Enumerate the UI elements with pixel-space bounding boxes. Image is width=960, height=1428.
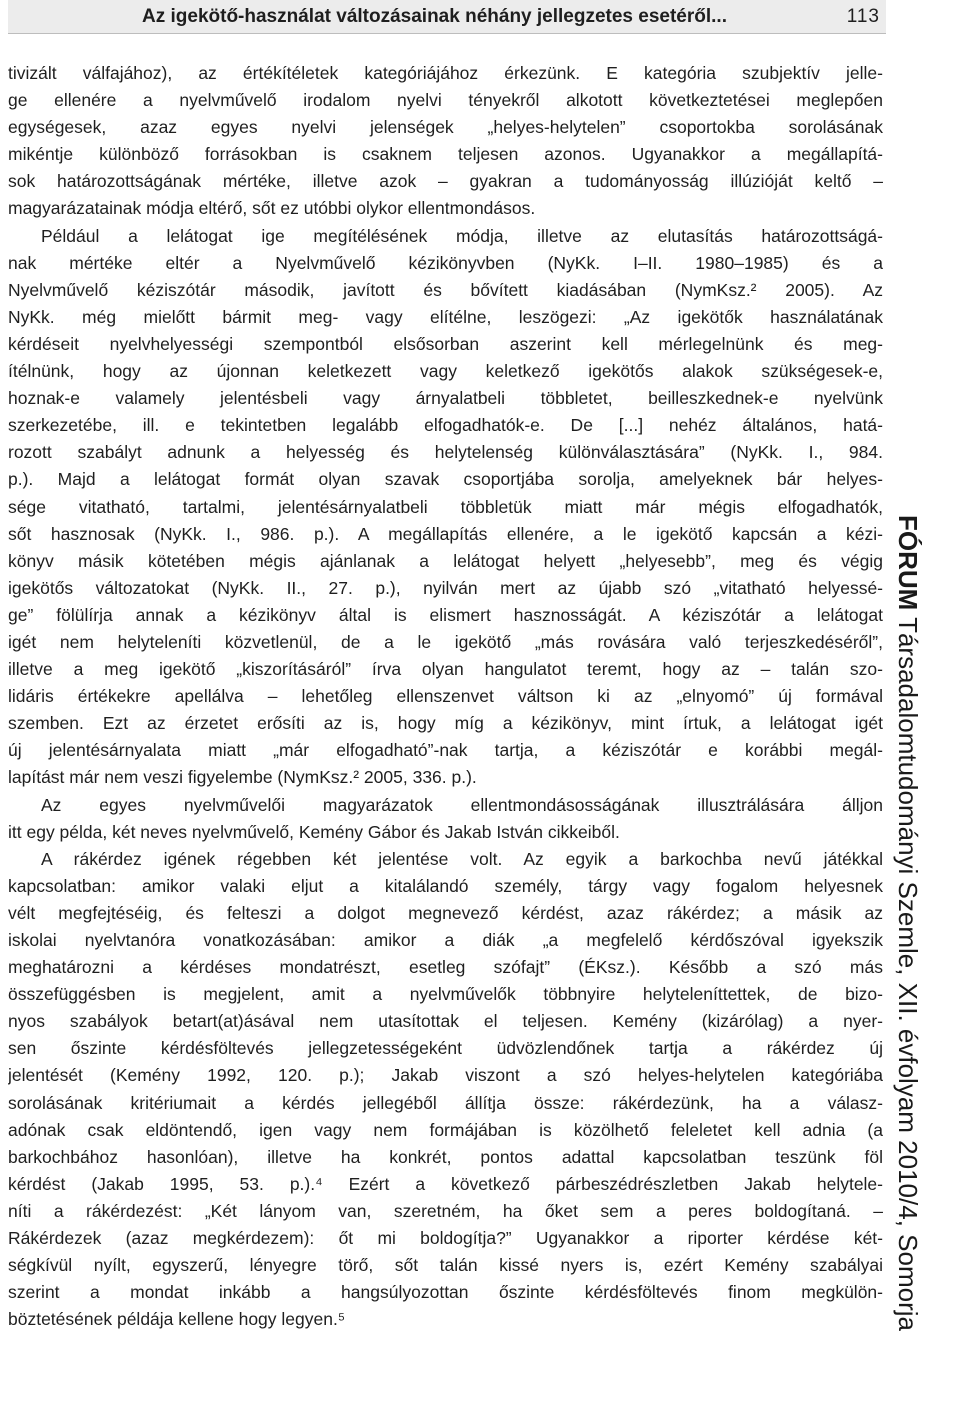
text-line: sége vitatható, tartalmi, jelentésárnyalatbeli többletük miatt már mégis elfogadhatók, [8, 496, 883, 517]
text-line: Az egyes nyelvművelői magyarázatok ellentmondásosságának illusztrálására álljon [41, 794, 883, 815]
text-line: Rákérdezek (azaz megkérdezem): őt mi boldogítja?” Ugyanakkor a riporter kérdése két- [8, 1228, 883, 1249]
text-line: igét nem helyteleníti közvetlenül, de a le igekötő „más rovására való terjeszkedéséről”, [8, 631, 883, 652]
text-line: lapítást már nem veszi figyelembe (NymKsz.² 2005, 336. p.). [8, 767, 477, 788]
text-line: Például a lelátogat ige megítélésének módja, illetve az elutasítás határozottságá- [41, 225, 883, 246]
text-line: szerint a mondat inkább a hangsúlyozottan őszinte kérdésföltevés finom megkülön- [8, 1282, 883, 1303]
text-line: sen őszinte kérdésföltevés jellegzetességeként üdvözlendőnek tartja a rákérdez új [8, 1038, 883, 1059]
text-line: igekötős változatokat (NyKk. II., 27. p.), nyilván mert az újabb szó „vitatható helyessé- [8, 577, 883, 598]
text-line: sőt hasznosak (NyKk. I., 986. p.). A megállapítás ellenére, a le igekötő kapcsán a kézi- [8, 523, 883, 544]
text-line: nyos szabályok betart(at)ásával nem utasítottak el teljesen. Kemény (kizárólag) a nyer- [8, 1011, 883, 1032]
text-line: hoznak-e valamely jelentésbeli vagy árnyalatbeli többletet, beilleszkednek-e nyelvünk [8, 388, 883, 409]
text-line: illetve a meg igekötő „kiszorításáról” írva olyan hangulatot teremt, hogy az – talán szo- [8, 659, 883, 680]
journal-issue-info: Társadalomtudományi Szemle, XII. évfolyam 2010/4, Somorja [893, 610, 923, 1331]
text-line: ge ellenére a nyelvművelő irodalom nyelvi tényekről alkotott következtetései meglepően [8, 90, 883, 111]
text-line: sok határozottságának mértéke, illetve azok – gyakran a tudományosság illúzióját keltő – [8, 171, 883, 192]
text-line: kérdéseit nyelvhelyességi szempontból elsősorban aszerint kell mérlegelnünk és meg- [8, 333, 883, 354]
page-number: 113 [846, 5, 880, 27]
text-line: NyKk. még mielőtt bármit meg- vagy elítélne, leszögezi: „Az igekötők használatának [8, 306, 883, 327]
text-line: p.). Majd a lelátogat formát olyan szavak csoportjába sorolja, amelyeknek bár helyes- [8, 469, 883, 490]
text-line: sorolásának kritériumait a kérdés jellegéből állítja össze: rákérdezünk, ha a válasz- [8, 1092, 883, 1113]
running-header-title: Az igekötő-használat változásainak néhány jellegzetes esetéről... [142, 5, 727, 27]
text-line: rozott szabályt adnunk a helyesség és helytelenség különválasztására” (NyKk. I., 984. [8, 442, 883, 463]
text-line: összefüggésben is megjelent, amit a nyelvművelők többnyire helyteleníttettek, de bizo- [8, 984, 883, 1005]
text-line: jelentését (Kemény 1992, 120. p.); Jakab viszont a szó helyes-helytelen kategóriába [8, 1065, 883, 1086]
text-line: Nyelvművelő kéziszótár második, javított és bővített kiadásában (NymKsz.² 2005). Az [8, 279, 883, 300]
text-line: új jelentésárnyalata miatt „már elfogadható”-nak tartja, a kéziszótár e korábbi megál- [8, 740, 883, 761]
text-line: mikéntje különböző forrásokban is csaknem teljesen azonos. Ugyanakkor a megállapítá- [8, 144, 883, 165]
text-line: szemben. Ezt az érzetet erősíti az is, hogy míg a kézikönyv, mint írtuk, a lelátogat igét [8, 713, 883, 734]
text-line: szerkezetébe, ill. e tekintetben legalább elfogadhatók-e. De [...] nehéz általános, hatá- [8, 415, 883, 436]
text-line: A rákérdez igének régebben két jelentése volt. Az egyik a barkochba nevű játékkal [41, 848, 883, 869]
text-line: níti a rákérdezést: „Két lányom van, szeretném, ha őket sem a peres boldogítaná. – [8, 1200, 883, 1221]
text-line: böztetésének példája kellene hogy legyen.⁵ [8, 1309, 346, 1330]
text-line: vélt megfejtéséig, és felteszi a dolgot megnevező kérdést, azaz rákérdez; a másik az [8, 902, 883, 923]
text-line: adónak csak eldöntendő, igen vagy nem formájában is közölhető feleletet kell adnia (a [8, 1119, 883, 1140]
running-header [8, 0, 886, 34]
journal-side-runner [891, 515, 925, 1420]
text-line: magyarázatainak módja eltérő, sőt ez utóbbi olykor ellentmondásos. [8, 198, 536, 219]
text-line: barkochbához hasonlóan), illetve ha konkrét, pontos adattal kapcsolatban teszünk föl [8, 1146, 883, 1167]
text-line: tivizált válfajához), az értékítéletek kategóriájához érkezünk. E kategória szubjektív jelle- [8, 63, 883, 83]
text-line: ítélnünk, hogy az újonnan keletkezett vagy keletkező igekötős alakok szükségesek-e, [8, 361, 883, 382]
text-line: nak mértéke eltér a Nyelvművelő kézikönyvben (NyKk. I–II. 1980–1985) és a [8, 252, 883, 273]
text-line: kérdést (Jakab 1995, 53. p.).⁴ Ezért a következő párbeszédrészletben Jakab helytele- [8, 1173, 883, 1194]
text-line: egységesek, azaz egyes nyelvi jelenségek „helyes-helytelen” csoportokba sorolásának [8, 117, 883, 138]
text-line: itt egy példa, két neves nyelvművelő, Kemény Gábor és Jakab István cikkeiből. [8, 821, 620, 842]
text-line: iskolai nyelvtanóra vonatkozásában: amikor a diák „a megfelelő kérdőszóval igyekszik [8, 930, 883, 950]
text-line: ségkívül nyílt, egyszerű, lényegre törő, sőt talán kissé nyers is, ezért Kemény szabályai [8, 1255, 883, 1276]
text-line: lidáris értékekre apellálva – lehetőleg ellenszenvet váltson ki az „elnyomó” új formával [8, 686, 883, 707]
text-line: ge” fölülírja annak a kézikönyv által is elismert hasznosságát. A kéziszótár a lelátogat [8, 604, 883, 625]
text-line: meghatározni a kérdéses mondatrészt, esetleg szófajt” (ÉKsz.). Később a szó más [8, 957, 883, 978]
text-line: könyv másik kötetében mégis ajánlanak a lelátogat helyett „helyesebb”, meg és végig [8, 550, 883, 571]
journal-name: FÓRUM [893, 515, 923, 611]
text-line: kapcsolatban: amikor valaki eljut a kitalálandó személy, tárgy vagy fogalom helyesnek [8, 875, 883, 896]
article-body [8, 60, 883, 1333]
